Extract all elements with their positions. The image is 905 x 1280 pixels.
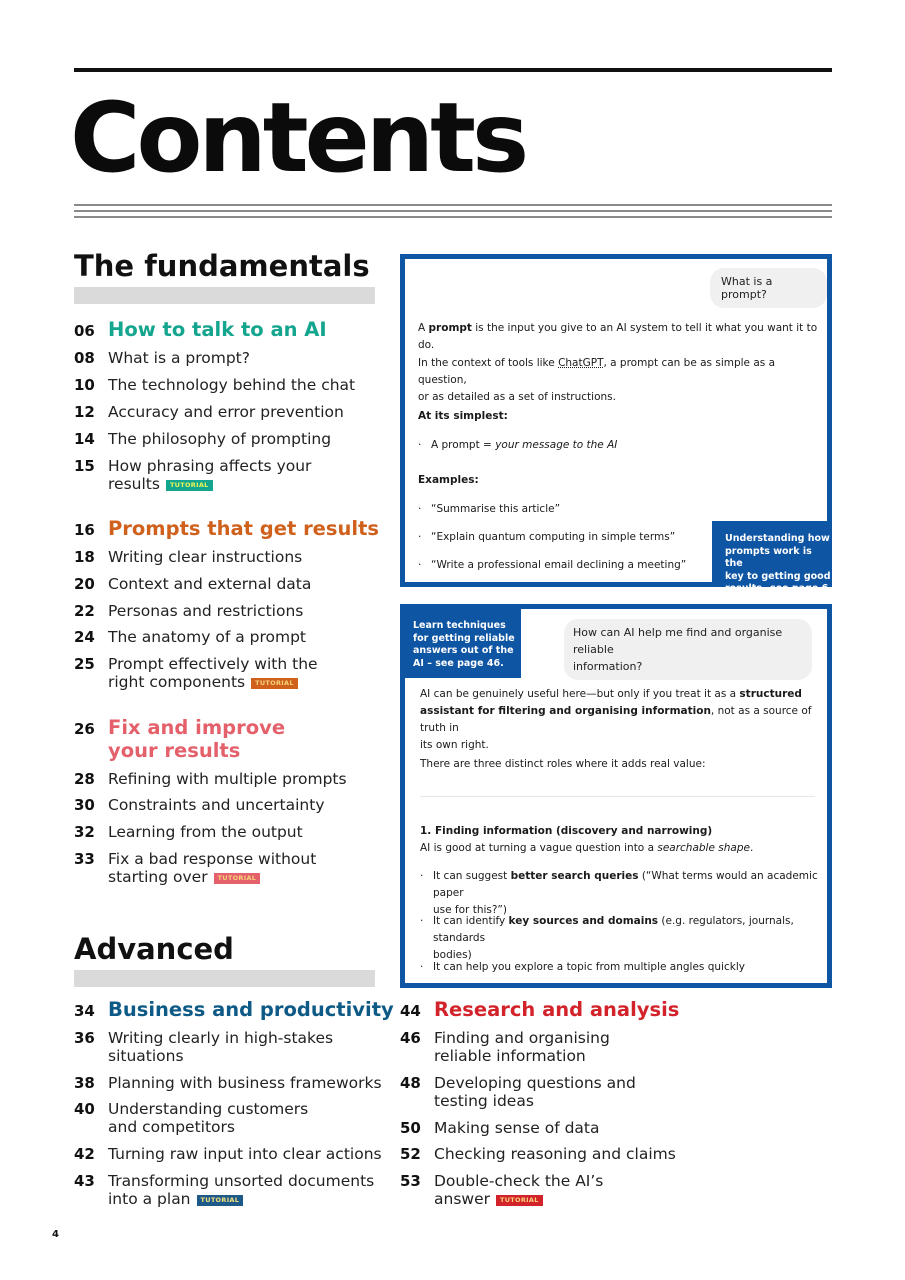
tutorial-badge: TUTORIAL <box>496 1195 543 1206</box>
toc-entry[interactable]: 24 The anatomy of a prompt <box>74 628 306 646</box>
section-bar <box>74 287 375 304</box>
answer-heading: 1. Finding information (discovery and narrowing) AI is good at turning a vague question into a searchable shape. <box>420 825 754 854</box>
toc-entry[interactable]: 12 Accuracy and error prevention <box>74 403 344 421</box>
bullet-item: · A prompt = your message to the AI <box>418 439 618 451</box>
section-bar <box>74 970 375 987</box>
section-title-advanced: Advanced <box>74 932 234 966</box>
bullet-item: · It can suggest better search queries (“What terms would an academic paper use for this?”) <box>420 870 818 916</box>
answer-heading: At its simplest: <box>418 410 508 422</box>
toc-entry[interactable]: 43 Transforming unsorted documents into a plan TUTORIAL <box>74 1172 375 1208</box>
toc-heading[interactable]: 16 Prompts that get results <box>74 517 380 540</box>
answer-text: There are three distinct roles where it adds real value: <box>420 758 706 770</box>
toc-entry[interactable]: 10 The technology behind the chat <box>74 376 356 394</box>
chat-screenshot-panel-1 <box>400 254 832 594</box>
chatgpt-link[interactable]: ChatGPT <box>558 357 604 369</box>
answer-text: AI can be genuinely useful here—but only if you treat it as a structured assistant for filtering and organising information, not as a source of truth in its own right. <box>420 688 812 751</box>
bullet-item: · It can help you explore a topic from multiple angles quickly <box>420 961 745 973</box>
toc-heading[interactable]: 34 Business and productivity <box>74 998 394 1021</box>
top-rule <box>74 68 832 72</box>
toc-entry[interactable]: 36 Writing clearly in high-stakes situations <box>74 1029 334 1065</box>
bullet-item: · “Explain quantum computing in simple terms” <box>418 531 676 543</box>
bullet-item: · “Write a professional email declining a meeting” <box>418 559 687 571</box>
page-title: Contents <box>70 82 526 194</box>
tutorial-badge: TUTORIAL <box>166 480 213 491</box>
title-rule-3 <box>74 216 832 218</box>
tutorial-badge: TUTORIAL <box>214 873 261 884</box>
bullet-item: · “Summarise this article” <box>418 503 561 515</box>
callout-box: Learn techniques for getting reliable answers out of the AI – see page 46. <box>405 609 521 678</box>
toc-entry[interactable]: 33 Fix a bad response without starting over TUTORIAL <box>74 850 317 886</box>
toc-entry[interactable]: 30 Constraints and uncertainty <box>74 796 325 814</box>
toc-entry[interactable]: 53 Double-check the AI’s answer TUTORIAL <box>400 1172 604 1208</box>
callout-box: Understanding how prompts work is the key to getting good results –see page 6. <box>712 521 832 587</box>
answer-heading: Examples: <box>418 474 479 486</box>
toc-entry[interactable]: 48 Developing questions and testing ideas <box>400 1074 636 1110</box>
section-title-fundamentals: The fundamentals <box>74 249 370 283</box>
toc-entry[interactable]: 20 Context and external data <box>74 575 312 593</box>
toc-entry[interactable]: 25 Prompt effectively with the right components TUTORIAL <box>74 655 318 691</box>
tutorial-badge: TUTORIAL <box>197 1195 244 1206</box>
toc-entry[interactable]: 08 What is a prompt? <box>74 349 250 367</box>
answer-text: In the context of tools like ChatGPT, a prompt can be as simple as a question, or as detailed as a set of instructions. <box>418 357 776 403</box>
toc-heading[interactable]: 26 Fix and improve your results <box>74 716 286 762</box>
toc-entry[interactable]: 52 Checking reasoning and claims <box>400 1145 676 1163</box>
toc-entry[interactable]: 40 Understanding customers and competitors <box>74 1100 309 1136</box>
chat-screenshot-panel-2 <box>400 604 832 988</box>
answer-text: A prompt is the input you give to an AI system to tell it what you want it to do. <box>418 322 818 351</box>
user-prompt-bubble: How can AI help me find and organise reliable information? <box>564 619 812 680</box>
bullet-item: · It can identify key sources and domains (e.g. regulators, journals, standards bodies) <box>420 915 794 961</box>
page-number: 4 <box>52 1229 59 1240</box>
toc-entry[interactable]: 32 Learning from the output <box>74 823 303 841</box>
divider <box>420 796 815 797</box>
toc-entry[interactable]: 38 Planning with business frameworks <box>74 1074 382 1092</box>
toc-entry[interactable]: 14 The philosophy of prompting <box>74 430 332 448</box>
title-rule-2 <box>74 210 832 212</box>
toc-heading[interactable]: 44 Research and analysis <box>400 998 680 1021</box>
user-prompt-bubble: What is a prompt? <box>710 268 827 308</box>
title-rule-1 <box>74 204 832 206</box>
toc-entry[interactable]: 18 Writing clear instructions <box>74 548 303 566</box>
tutorial-badge: TUTORIAL <box>251 678 298 689</box>
toc-entry[interactable]: 22 Personas and restrictions <box>74 602 304 620</box>
toc-entry[interactable]: 28 Refining with multiple prompts <box>74 770 347 788</box>
toc-entry[interactable]: 46 Finding and organising reliable information <box>400 1029 610 1065</box>
toc-entry[interactable]: 15 How phrasing affects your results TUTORIAL <box>74 457 312 493</box>
toc-heading[interactable]: 06 How to talk to an AI <box>74 318 327 341</box>
toc-entry[interactable]: 50 Making sense of data <box>400 1119 600 1137</box>
toc-entry[interactable]: 42 Turning raw input into clear actions <box>74 1145 382 1163</box>
